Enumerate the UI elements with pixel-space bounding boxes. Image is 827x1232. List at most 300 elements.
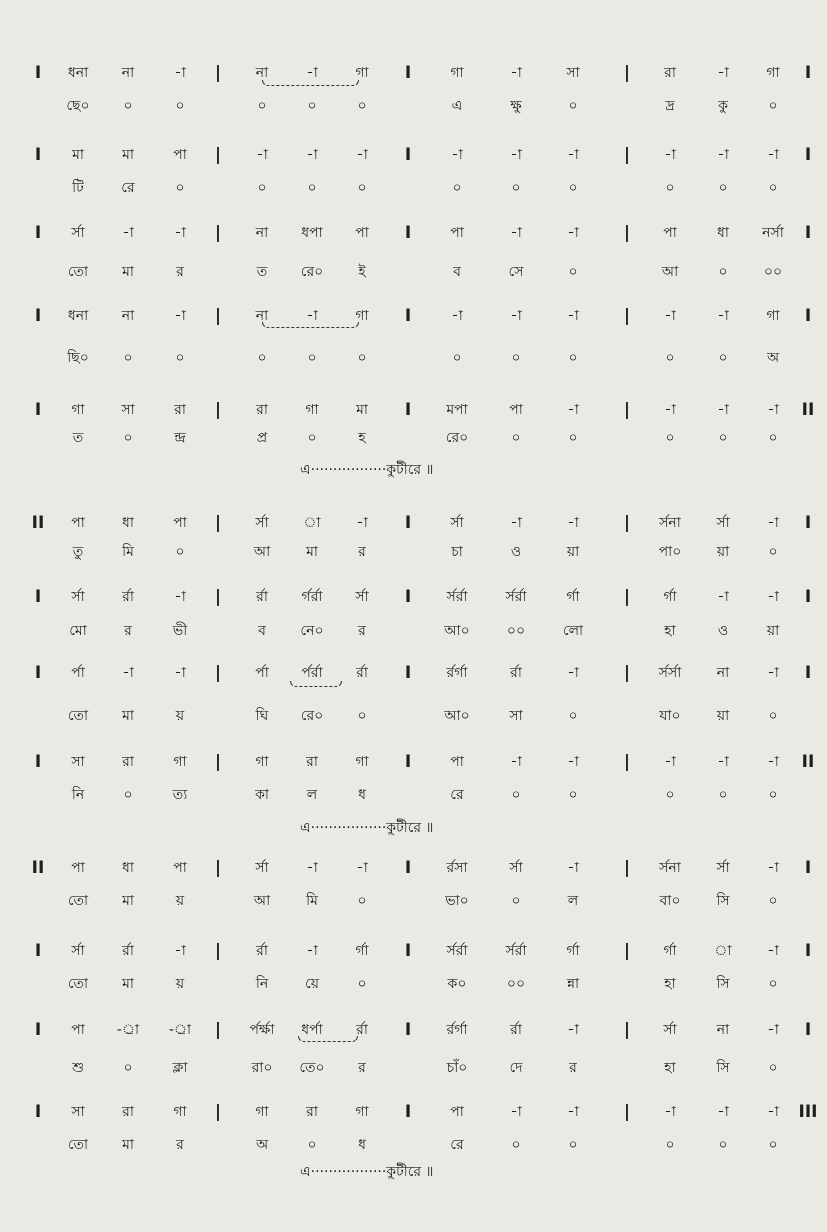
lyric-syllable: রে০ xyxy=(300,264,324,280)
lyric-row xyxy=(0,539,827,565)
lyric-syllable: য় xyxy=(175,893,185,909)
lyric-syllable: ০০ xyxy=(506,623,526,639)
lyric-syllable: ঘি xyxy=(255,708,269,724)
lyric-syllable: টি xyxy=(72,180,84,196)
lyric-syllable: ০ xyxy=(357,350,367,366)
bar-separator: I xyxy=(804,145,812,165)
swara-note: র্রা xyxy=(256,589,268,605)
swara-note: রা xyxy=(664,65,676,81)
bar-separator: I xyxy=(34,1020,42,1040)
lyric-row xyxy=(0,703,827,729)
swara-note: -া xyxy=(717,402,729,418)
lyric-syllable: র xyxy=(124,623,132,639)
bar-separator: I xyxy=(804,941,812,961)
swara-note: -া xyxy=(567,1022,579,1038)
bar-separator: | xyxy=(623,145,631,165)
lyric-syllable: ০ xyxy=(665,350,675,366)
bar-separator: I xyxy=(804,858,812,878)
lyric-syllable: কু xyxy=(718,98,728,114)
swara-note: গা xyxy=(766,308,780,324)
bar-separator: | xyxy=(623,306,631,326)
swara-note: গা xyxy=(450,65,464,81)
lyric-syllable: ০ xyxy=(452,350,462,366)
swara-note: -া xyxy=(567,860,579,876)
lyric-syllable: সি xyxy=(716,976,730,992)
bar-separator: I xyxy=(404,63,412,83)
bar-separator: I xyxy=(804,306,812,326)
swara-note: পা xyxy=(71,1022,85,1038)
swara-note: র্সর্সা xyxy=(658,665,682,681)
swara-note: -া xyxy=(510,1104,522,1120)
bar-separator: I xyxy=(34,587,42,607)
swara-note: গা xyxy=(355,65,369,81)
swara-note: র্সা xyxy=(71,943,85,959)
swara-note: -া xyxy=(717,1104,729,1120)
bar-separator: I xyxy=(34,223,42,243)
lyric-syllable: ০ xyxy=(357,98,367,114)
lyric-syllable: মি xyxy=(306,893,318,909)
lyric-syllable: আ০ xyxy=(444,623,470,639)
bar-separator: I xyxy=(404,400,412,420)
lyric-syllable: তো xyxy=(67,264,89,280)
lyric-syllable: দে xyxy=(509,1060,523,1076)
swara-note: রা xyxy=(122,1104,134,1120)
lyric-syllable: রে০ xyxy=(300,708,324,724)
lyric-syllable: অ xyxy=(255,1137,269,1153)
swara-note: -া xyxy=(356,860,368,876)
slur-mark xyxy=(262,80,359,86)
swara-note: -া xyxy=(567,1104,579,1120)
swara-note: া xyxy=(714,943,732,959)
lyric-row xyxy=(0,175,827,201)
lyric-syllable: ০০ xyxy=(506,976,526,992)
bar-separator: | xyxy=(214,663,222,683)
lyric-syllable: ০ xyxy=(511,1137,521,1153)
lyric-syllable: মা xyxy=(122,264,134,280)
lyric-row xyxy=(0,259,827,285)
lyric-syllable: ০ xyxy=(718,264,728,280)
swara-note: মা xyxy=(356,402,368,418)
swara-note: -া xyxy=(510,65,522,81)
swara-note: র্সর্রা xyxy=(505,589,527,605)
bar-separator: II xyxy=(801,400,815,420)
swara-note: সা xyxy=(71,754,85,770)
lyric-syllable: ০ xyxy=(568,1137,578,1153)
swara-note: -া xyxy=(451,308,463,324)
lyric-syllable: ০ xyxy=(768,430,778,446)
lyric-syllable: নি xyxy=(255,976,269,992)
swara-note: র্সা xyxy=(71,589,85,605)
swara-note: র্পর্ক্ষা xyxy=(249,1022,275,1038)
lyric-syllable: ০০ xyxy=(763,264,783,280)
lyric-syllable: ০ xyxy=(307,98,317,114)
swara-note: র্সা xyxy=(663,1022,677,1038)
swara-row xyxy=(0,584,827,610)
lyric-syllable: ০ xyxy=(452,180,462,196)
lyric-syllable: য়া xyxy=(566,544,580,560)
lyric-syllable: ০ xyxy=(123,430,133,446)
lyric-syllable: লো xyxy=(562,623,584,639)
bar-separator: | xyxy=(214,63,222,83)
bar-separator: I xyxy=(404,306,412,326)
swara-note: -া xyxy=(767,1104,779,1120)
swara-note: -া xyxy=(567,147,579,163)
lyric-syllable: ০ xyxy=(357,976,367,992)
bar-separator: | xyxy=(623,941,631,961)
lyric-syllable: ক্ষু xyxy=(510,98,522,114)
swara-note: -া xyxy=(174,665,186,681)
lyric-syllable: ০ xyxy=(307,430,317,446)
bar-separator: | xyxy=(214,223,222,243)
swara-note: র্রা xyxy=(356,1022,368,1038)
swara-row xyxy=(0,60,827,86)
lyric-syllable: র xyxy=(176,264,184,280)
lyric-syllable: ০ xyxy=(718,430,728,446)
swara-note: -া xyxy=(174,589,186,605)
swara-note: -া xyxy=(567,515,579,531)
swara-note: -া xyxy=(767,1022,779,1038)
bar-separator: I xyxy=(404,752,412,772)
swara-row xyxy=(0,938,827,964)
lyric-syllable: ০ xyxy=(175,544,185,560)
swara-note: -া xyxy=(717,308,729,324)
lyric-syllable: ভী xyxy=(172,623,188,639)
swara-note: -া xyxy=(122,665,134,681)
swara-note: -া xyxy=(174,65,186,81)
swara-note: গা xyxy=(766,65,780,81)
swara-note: -া xyxy=(567,308,579,324)
lyric-syllable: ল xyxy=(306,787,318,803)
lyric-syllable: রা০ xyxy=(251,1060,273,1076)
lyric-syllable: ধ xyxy=(358,1137,366,1153)
swara-note: -া xyxy=(510,308,522,324)
lyric-syllable: ত xyxy=(72,430,84,446)
swara-note: -া xyxy=(567,754,579,770)
bar-separator: | xyxy=(214,1020,222,1040)
swara-note: -া xyxy=(717,147,729,163)
swara-note: র্রসা xyxy=(446,860,468,876)
swara-note: রা xyxy=(256,402,268,418)
lyric-syllable: ০ xyxy=(257,98,267,114)
lyric-syllable: র xyxy=(569,1060,577,1076)
bar-separator: I xyxy=(404,941,412,961)
swara-note: পা xyxy=(71,515,85,531)
bar-separator: | xyxy=(214,400,222,420)
swara-note: রা xyxy=(174,402,186,418)
lyric-row xyxy=(0,93,827,119)
swara-note: -া xyxy=(664,402,676,418)
lyric-syllable: সি xyxy=(716,893,730,909)
swara-row xyxy=(0,220,827,246)
lyric-syllable: ০ xyxy=(123,787,133,803)
swara-note: র্রা xyxy=(122,943,134,959)
lyric-syllable: র xyxy=(358,544,366,560)
lyric-syllable: ০ xyxy=(568,708,578,724)
lyric-syllable: ০ xyxy=(123,350,133,366)
bar-separator: I xyxy=(404,1020,412,1040)
lyric-syllable: তো xyxy=(67,893,89,909)
lyric-syllable: মা xyxy=(122,893,134,909)
slur-mark xyxy=(290,681,342,687)
lyric-syllable: য়া xyxy=(716,708,730,724)
lyric-syllable: ব xyxy=(258,623,266,639)
lyric-syllable: আ xyxy=(661,264,679,280)
swara-note: -র্া xyxy=(168,1022,192,1038)
swara-note: সা xyxy=(71,1104,85,1120)
swara-note: র্সা xyxy=(255,515,269,531)
swara-note: র্সর্রা xyxy=(446,943,468,959)
lyric-syllable: রে xyxy=(450,787,464,803)
bar-separator: I xyxy=(404,513,412,533)
swara-row xyxy=(0,142,827,168)
lyric-syllable: রে xyxy=(121,180,135,196)
swara-note: র্গা xyxy=(663,943,677,959)
swara-note: -া xyxy=(256,147,268,163)
lyric-syllable: ধ xyxy=(358,787,366,803)
lyric-syllable: তু xyxy=(72,544,84,560)
swara-note: র্সর্রা xyxy=(505,943,527,959)
lyric-syllable: ব xyxy=(453,264,461,280)
lyric-syllable: ০ xyxy=(768,1060,778,1076)
lyric-syllable: ০ xyxy=(568,350,578,366)
swara-note: া xyxy=(303,515,321,531)
swara-note: -া xyxy=(306,860,318,876)
lyric-row xyxy=(0,1132,827,1158)
swara-note: ধর্পা xyxy=(301,1022,323,1038)
lyric-syllable: ০ xyxy=(568,98,578,114)
bar-separator: I xyxy=(34,145,42,165)
lyric-syllable: তে০ xyxy=(299,1060,325,1076)
swara-note: পা xyxy=(173,860,187,876)
bar-separator: I xyxy=(34,663,42,683)
lyric-syllable: মি xyxy=(122,544,134,560)
bar-separator: I xyxy=(34,400,42,420)
bar-separator: | xyxy=(214,1102,222,1122)
swara-note: -া xyxy=(306,65,318,81)
bar-separator: I xyxy=(804,513,812,533)
swara-note: গা xyxy=(355,754,369,770)
lyric-syllable: ছে০ xyxy=(66,98,90,114)
swara-note: -া xyxy=(664,1104,676,1120)
swara-note: -া xyxy=(510,147,522,163)
lyric-syllable: তো xyxy=(67,976,89,992)
swara-note: র্গা xyxy=(566,589,580,605)
swara-note: গা xyxy=(173,1104,187,1120)
swara-note: না xyxy=(255,225,269,241)
bar-separator: I xyxy=(404,587,412,607)
swara-note: র্রা xyxy=(122,589,134,605)
bar-separator: | xyxy=(214,858,222,878)
bar-separator: | xyxy=(623,223,631,243)
lyric-syllable: হা xyxy=(664,1060,676,1076)
lyric-syllable: নি xyxy=(71,787,85,803)
lyric-syllable: পা০ xyxy=(658,544,682,560)
bar-separator: | xyxy=(623,1102,631,1122)
lyric-syllable: ০ xyxy=(307,180,317,196)
lyric-syllable: তো xyxy=(67,708,89,724)
lyric-syllable: মা xyxy=(122,976,134,992)
lyric-syllable: ই xyxy=(358,264,366,280)
swara-note: -া xyxy=(767,943,779,959)
swara-note: -া xyxy=(767,147,779,163)
lyric-syllable: ০ xyxy=(768,1137,778,1153)
swara-note: নর্সা xyxy=(762,225,784,241)
swara-note: র্সনা xyxy=(659,860,681,876)
lyric-syllable: ০ xyxy=(768,708,778,724)
lyric-syllable: ০ xyxy=(511,787,521,803)
bar-separator: I xyxy=(34,752,42,772)
refrain-line: এ·················কুটীরে ॥ xyxy=(300,820,434,836)
lyric-syllable: মা xyxy=(122,708,134,724)
lyric-syllable: অ xyxy=(766,350,780,366)
swara-note: -া xyxy=(567,225,579,241)
bar-separator: | xyxy=(214,752,222,772)
swara-note: -া xyxy=(767,515,779,531)
swara-note: -া xyxy=(510,515,522,531)
swara-note: র্গা xyxy=(355,943,369,959)
swara-note: রা xyxy=(306,1104,318,1120)
swara-note: র্সনা xyxy=(659,515,681,531)
lyric-syllable: তো xyxy=(67,1137,89,1153)
bar-separator: II xyxy=(801,752,815,772)
swara-note: -া xyxy=(767,860,779,876)
swara-note: -র্া xyxy=(116,1022,140,1038)
lyric-row xyxy=(0,971,827,997)
swara-note: -া xyxy=(717,65,729,81)
swara-note: না xyxy=(716,1022,730,1038)
swara-note: র্রা xyxy=(510,1022,522,1038)
swara-note: গা xyxy=(173,754,187,770)
bar-separator: III xyxy=(798,1102,818,1122)
bar-separator: I xyxy=(34,941,42,961)
swara-note: -া xyxy=(510,754,522,770)
swara-note: র্সর্রা xyxy=(446,589,468,605)
lyric-syllable: সা xyxy=(509,708,523,724)
swara-note: পা xyxy=(173,147,187,163)
lyric-syllable: ০ xyxy=(768,180,778,196)
lyric-row xyxy=(0,1055,827,1081)
bar-separator: I xyxy=(34,306,42,326)
swara-note: না xyxy=(121,65,135,81)
lyric-syllable: ন্না xyxy=(566,976,580,992)
lyric-syllable: য়ে xyxy=(305,976,319,992)
lyric-syllable: এ xyxy=(451,98,463,114)
lyric-syllable: ত্য xyxy=(172,787,188,803)
swara-note: গা xyxy=(355,308,369,324)
swara-note: -া xyxy=(174,943,186,959)
swara-note: র্গা xyxy=(663,589,677,605)
swara-note: -া xyxy=(567,402,579,418)
lyric-syllable: আ০ xyxy=(444,708,470,724)
lyric-syllable: য়া xyxy=(716,544,730,560)
bar-separator: | xyxy=(214,513,222,533)
lyric-syllable: হ xyxy=(358,430,366,446)
bar-separator: I xyxy=(404,663,412,683)
swara-row xyxy=(0,660,827,686)
swara-note: র্সা xyxy=(716,860,730,876)
bar-separator: | xyxy=(623,1020,631,1040)
bar-separator: I xyxy=(404,145,412,165)
lyric-syllable: ০ xyxy=(123,98,133,114)
bar-separator: I xyxy=(804,663,812,683)
lyric-syllable: কা xyxy=(255,787,269,803)
swara-note: পা xyxy=(450,225,464,241)
slur-mark xyxy=(298,1036,358,1042)
swara-note: গা xyxy=(305,402,319,418)
lyric-syllable: মা xyxy=(306,544,318,560)
bar-separator: I xyxy=(804,63,812,83)
swara-note: -া xyxy=(306,943,318,959)
lyric-row xyxy=(0,345,827,371)
lyric-syllable: ভা০ xyxy=(445,893,469,909)
bar-separator: | xyxy=(623,752,631,772)
slur-mark xyxy=(262,322,359,328)
lyric-syllable: য় xyxy=(175,976,185,992)
bar-separator: I xyxy=(404,858,412,878)
swara-note: -া xyxy=(717,754,729,770)
swara-note: র্সা xyxy=(716,515,730,531)
lyric-syllable: ০ xyxy=(511,893,521,909)
bar-separator: | xyxy=(623,513,631,533)
bar-separator: I xyxy=(404,1102,412,1122)
refrain-line: এ·················কুটীরে ॥ xyxy=(300,1164,434,1180)
swara-row xyxy=(0,855,827,881)
bar-separator: | xyxy=(214,941,222,961)
lyric-syllable: ০ xyxy=(768,98,778,114)
swara-note: ধনা xyxy=(67,65,89,81)
swara-note: -া xyxy=(767,754,779,770)
lyric-syllable: ০ xyxy=(568,787,578,803)
lyric-row xyxy=(0,425,827,451)
lyric-syllable: মো xyxy=(69,623,87,639)
swara-row xyxy=(0,397,827,423)
lyric-syllable: র xyxy=(358,1060,366,1076)
swara-note: র্রর্গা xyxy=(446,665,468,681)
swara-note: র্সা xyxy=(255,860,269,876)
lyric-syllable: শু xyxy=(71,1060,85,1076)
swara-note: না xyxy=(255,308,269,324)
lyric-syllable: রে xyxy=(450,1137,464,1153)
swara-note: রা xyxy=(122,754,134,770)
lyric-syllable: ০ xyxy=(665,787,675,803)
bar-separator: | xyxy=(214,145,222,165)
swara-note: ধা xyxy=(717,225,729,241)
bar-separator: | xyxy=(214,306,222,326)
lyric-syllable: র xyxy=(358,623,366,639)
swara-note: পা xyxy=(450,1104,464,1120)
swara-note: -া xyxy=(767,665,779,681)
swara-note: রা xyxy=(306,754,318,770)
swara-row xyxy=(0,1017,827,1043)
lyric-syllable: দ্র xyxy=(665,98,675,114)
swara-note: র্পা xyxy=(255,665,269,681)
lyric-row xyxy=(0,888,827,914)
lyric-syllable: ০ xyxy=(357,708,367,724)
lyric-syllable: ০ xyxy=(665,1137,675,1153)
bar-separator: | xyxy=(623,587,631,607)
swara-note: র্পর্রা xyxy=(301,665,323,681)
bar-separator: II xyxy=(31,513,45,533)
swara-note: গা xyxy=(355,1104,369,1120)
lyric-syllable: ০ xyxy=(123,1060,133,1076)
swara-note: র্সা xyxy=(355,589,369,605)
swara-note: র্রা xyxy=(256,943,268,959)
bar-separator: | xyxy=(623,858,631,878)
swara-note: -া xyxy=(510,225,522,241)
swara-note: র্গর্রা xyxy=(301,589,323,605)
swara-note: পা xyxy=(509,402,523,418)
lyric-syllable: ০ xyxy=(718,787,728,803)
